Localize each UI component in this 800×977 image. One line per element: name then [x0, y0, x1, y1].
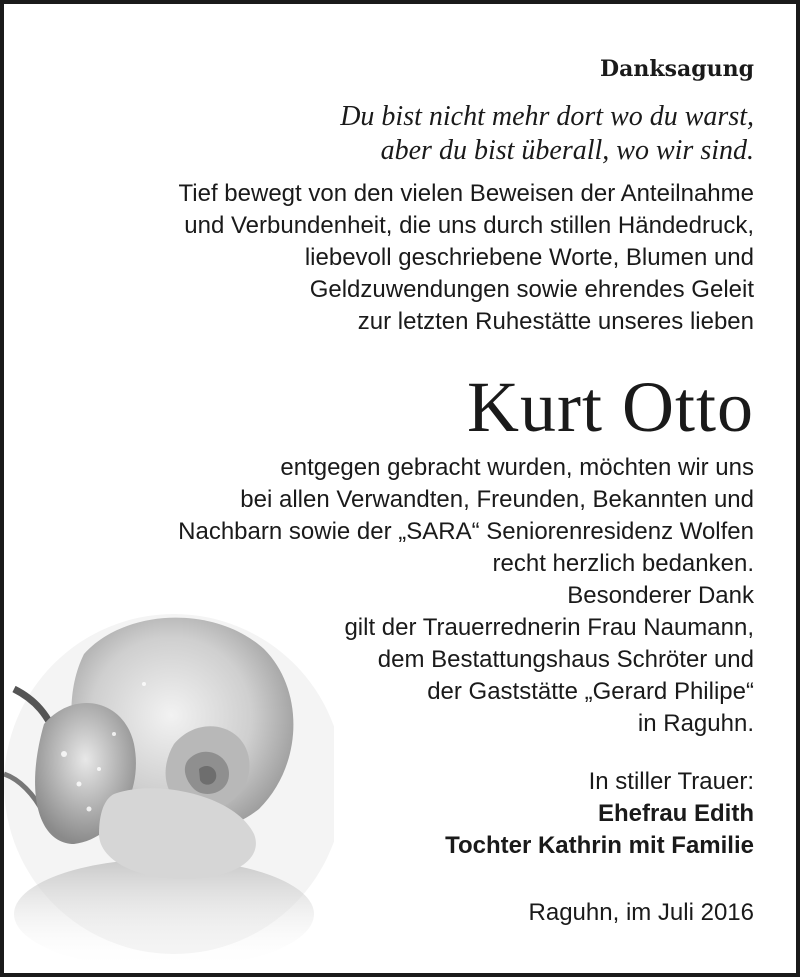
thanks-paragraph [178, 452, 754, 740]
thanks-line: Besonderer Dank [567, 582, 754, 609]
mourners-block [445, 766, 754, 862]
thanks-line: recht herzlich bedanken. [492, 550, 754, 577]
thanks-line: dem Bestattungshaus Schröter und [377, 646, 754, 673]
deceased-name: Kurt Otto [467, 367, 754, 447]
thanks-line: entgegen gebracht wurden, möchten wir uns [280, 454, 754, 481]
intro-line: Geldzuwendungen sowie ehrendes Geleit [309, 276, 754, 303]
intro-line: Tief bewegt von den vielen Beweisen der Anteilnahme [178, 180, 754, 207]
place-date: Raguhn, im Juli 2016 [528, 899, 754, 926]
motto-line: aber du bist überall, wo wir sind. [380, 135, 754, 166]
intro-line: und Verbundenheit, die uns durch stillen Händedruck, [184, 212, 754, 239]
thanks-line: Nachbarn sowie der „SARA“ Seniorenresidenz Wolfen [178, 518, 754, 545]
thanks-line: der Gaststätte „Gerard Philipe“ [427, 678, 754, 705]
mourner-name: Tochter Kathrin mit Familie [445, 832, 754, 859]
intro-line: zur letzten Ruhestätte unseres lieben [357, 308, 754, 335]
mourner-name: Ehefrau Edith [597, 800, 754, 827]
mourning-label: In stiller Trauer: [588, 768, 754, 795]
intro-line: liebevoll geschriebene Worte, Blumen und [304, 244, 754, 271]
intro-paragraph [179, 178, 754, 338]
thanks-line: gilt der Trauerrednerin Frau Naumann, [344, 614, 754, 641]
thanks-line: bei allen Verwandten, Freunden, Bekannten und [240, 486, 754, 513]
notice-heading: Danksagung [600, 56, 754, 82]
thanks-line: in Raguhn. [637, 710, 754, 737]
motto-quote [340, 100, 754, 168]
motto-line: Du bist nicht mehr dort wo du warst, [340, 101, 754, 132]
